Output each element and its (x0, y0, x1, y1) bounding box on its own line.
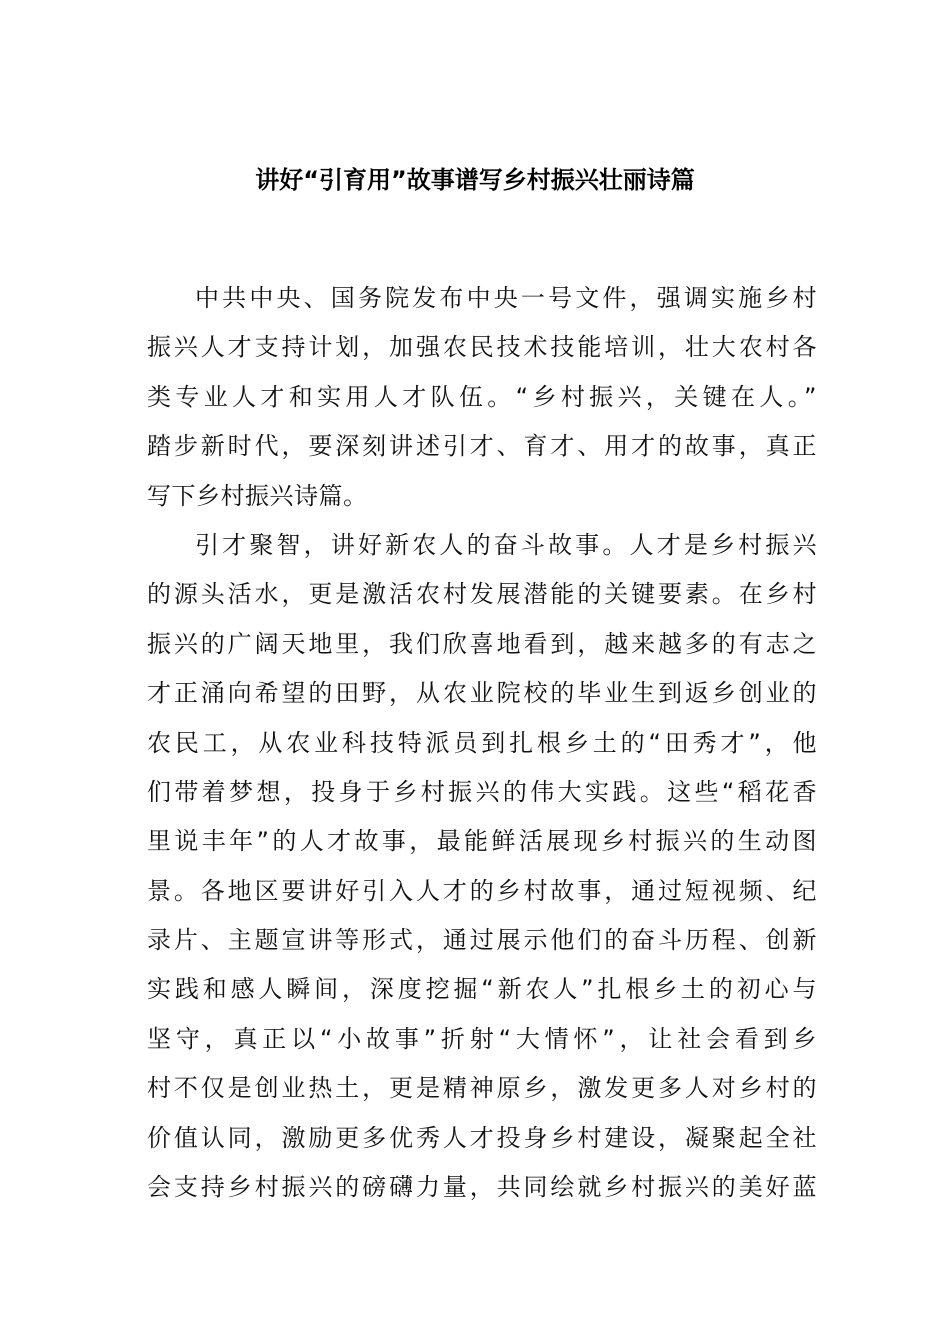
paragraph-line: 景。各地区要讲好引入人才的乡村故事，通过短视频、纪 (147, 876, 817, 905)
paragraph-line: 坚守，真正以“小故事”折射“大情怀”，让社会看到乡 (147, 1024, 817, 1053)
paragraph-line: 会支持乡村振兴的磅礴力量，共同绘就乡村振兴的美好蓝 (147, 1173, 817, 1202)
paragraph-2 (147, 521, 817, 1212)
paragraph-line: 中共中央、国务院发布中央一号文件，强调实施乡村 (195, 284, 817, 312)
paragraph-line: 振兴的广阔天地里，我们欣喜地看到，越来越多的有志之 (147, 629, 817, 658)
paragraph-line: 的源头活水，更是激活农村发展潜能的关键要素。在乡村 (147, 580, 817, 609)
paragraph-line: 实践和感人瞬间，深度挖掘“新农人”扎根乡土的初心与 (147, 975, 817, 1004)
paragraph-line: 才正涌向希望的田野，从农业院校的毕业生到返乡创业的 (147, 679, 817, 708)
paragraph-line: 踏步新时代，要深刻讲述引才、育才、用才的故事，真正 (147, 432, 817, 461)
document-title: 讲好“引育用”故事谱写乡村振兴壮丽诗篇 (255, 166, 695, 194)
document-body (147, 274, 817, 1212)
paragraph-line: 农民工，从农业科技特派员到扎根乡土的“田秀才”，他 (147, 728, 817, 757)
paragraph-line: 们带着梦想，投身于乡村振兴的伟大实践。这些“稻花香 (147, 777, 817, 806)
paragraph-1 (147, 274, 817, 521)
paragraph-line: 价值认同，激励更多优秀人才投身乡村建设，凝聚起全社 (147, 1123, 817, 1152)
paragraph-line: 振兴人才支持计划，加强农民技术技能培训，壮大农村各 (147, 333, 817, 362)
paragraph-line: 里说丰年”的人才故事，最能鲜活展现乡村振兴的生动图 (147, 827, 817, 856)
paragraph-line: 引才聚智，讲好新农人的奋斗故事。人才是乡村振兴 (195, 530, 817, 559)
paragraph-line: 类专业人才和实用人才队伍。“乡村振兴，关键在人。” (147, 382, 817, 411)
paragraph-line: 写下乡村振兴诗篇。 (147, 481, 368, 510)
paragraph-line: 村不仅是创业热土，更是精神原乡，激发更多人对乡村的 (147, 1074, 817, 1103)
paragraph-line: 录片、主题宣讲等形式，通过展示他们的奋斗历程、创新 (147, 926, 817, 955)
